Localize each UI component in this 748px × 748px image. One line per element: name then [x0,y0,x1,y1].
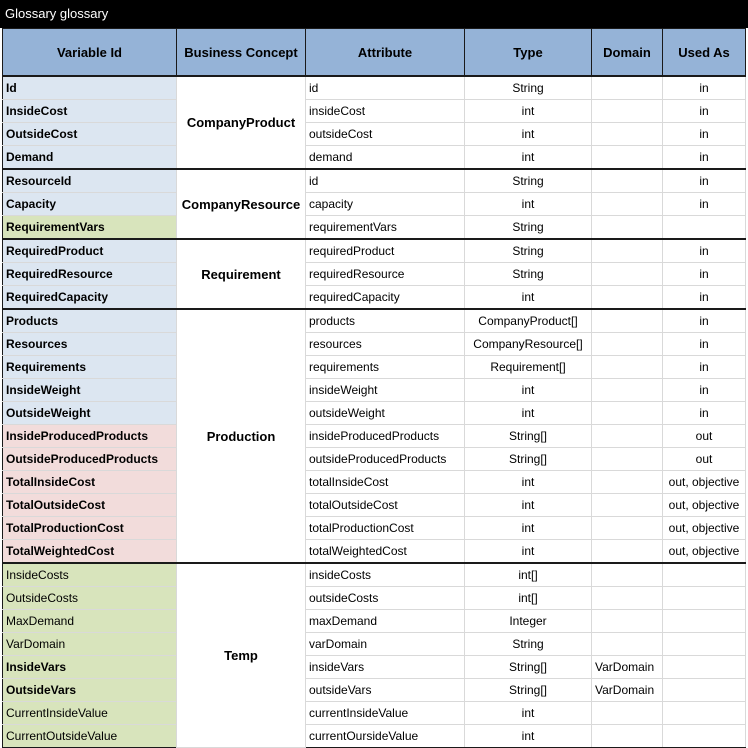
type-cell[interactable]: int [465,100,592,123]
domain-cell[interactable] [592,517,663,540]
table-row [3,587,746,610]
attribute-cell[interactable]: currentOursideValue [306,725,465,748]
table-row [3,263,746,286]
type-cell[interactable]: int [465,146,592,170]
variable-id-cell[interactable]: OutsideVars [3,679,177,702]
column-header-business-concept[interactable]: Business Concept [177,29,306,77]
variable-id-cell[interactable]: OutsideWeight [3,402,177,425]
table-row [3,425,746,448]
used-as-cell[interactable]: in [663,309,746,333]
header-row [3,29,746,77]
used-as-cell[interactable]: in [663,356,746,379]
domain-cell[interactable]: VarDomain [592,679,663,702]
used-as-cell[interactable] [663,563,746,587]
table-row [3,402,746,425]
used-as-cell[interactable]: in [663,239,746,263]
domain-cell[interactable] [592,402,663,425]
type-cell[interactable]: String[] [465,425,592,448]
used-as-cell[interactable]: in [663,379,746,402]
type-cell[interactable]: String[] [465,656,592,679]
domain-cell[interactable] [592,425,663,448]
table-row [3,610,746,633]
type-cell[interactable]: int [465,379,592,402]
variable-id-cell[interactable]: CurrentOutsideValue [3,725,177,748]
domain-cell[interactable] [592,309,663,333]
table-row [3,286,746,310]
type-cell[interactable]: int[] [465,563,592,587]
attribute-cell[interactable]: insideCosts [306,563,465,587]
domain-cell[interactable] [592,146,663,170]
domain-cell[interactable] [592,333,663,356]
table-row [3,123,746,146]
domain-cell[interactable] [592,633,663,656]
table-row [3,216,746,240]
attribute-cell[interactable]: insideProducedProducts [306,425,465,448]
variable-id-cell[interactable]: TotalOutsideCost [3,494,177,517]
type-cell[interactable]: int [465,402,592,425]
attribute-cell[interactable]: outsideCosts [306,587,465,610]
domain-cell[interactable] [592,494,663,517]
domain-cell[interactable] [592,448,663,471]
domain-cell[interactable] [592,725,663,748]
variable-id-cell[interactable]: CurrentInsideValue [3,702,177,725]
column-header-type[interactable]: Type [465,29,592,77]
domain-cell[interactable]: VarDomain [592,656,663,679]
domain-cell[interactable] [592,216,663,240]
table-row [3,448,746,471]
domain-cell[interactable] [592,123,663,146]
attribute-cell[interactable]: totalInsideCost [306,471,465,494]
used-as-cell[interactable]: in [663,193,746,216]
domain-cell[interactable] [592,471,663,494]
type-cell[interactable]: String [465,76,592,100]
domain-cell[interactable] [592,76,663,100]
used-as-cell[interactable] [663,633,746,656]
type-cell[interactable]: String [465,216,592,240]
variable-id-cell[interactable]: TotalWeightedCost [3,540,177,564]
table-row [3,309,746,333]
attribute-cell[interactable]: products [306,309,465,333]
table-row [3,146,746,170]
variable-id-cell[interactable]: OutsideCosts [3,587,177,610]
attribute-cell[interactable]: outsideWeight [306,402,465,425]
table-row [3,379,746,402]
used-as-cell[interactable]: in [663,333,746,356]
attribute-cell[interactable]: outsideVars [306,679,465,702]
domain-cell[interactable] [592,100,663,123]
attribute-cell[interactable]: outsideCost [306,123,465,146]
table-row [3,563,746,587]
business-concept-requirement[interactable]: Requirement [177,239,306,309]
used-as-cell[interactable] [663,656,746,679]
business-concept-production[interactable]: Production [177,309,306,563]
type-cell[interactable]: int [465,193,592,216]
variable-id-cell[interactable]: TotalInsideCost [3,471,177,494]
variable-id-cell[interactable]: RequirementVars [3,216,177,240]
column-header-attribute[interactable]: Attribute [306,29,465,77]
used-as-cell[interactable]: in [663,169,746,193]
attribute-cell[interactable]: requiredCapacity [306,286,465,310]
domain-cell[interactable] [592,169,663,193]
variable-id-cell[interactable]: InsideCost [3,100,177,123]
variable-id-cell[interactable]: Requirements [3,356,177,379]
type-cell[interactable]: CompanyResource[] [465,333,592,356]
used-as-cell[interactable]: in [663,263,746,286]
used-as-cell[interactable]: in [663,76,746,100]
domain-cell[interactable] [592,563,663,587]
used-as-cell[interactable] [663,587,746,610]
variable-id-cell[interactable]: InsideWeight [3,379,177,402]
attribute-cell[interactable]: totalProductionCost [306,517,465,540]
domain-cell[interactable] [592,356,663,379]
attribute-cell[interactable]: resources [306,333,465,356]
table-row [3,193,746,216]
type-cell[interactable]: int[] [465,587,592,610]
business-concept-temp[interactable]: Temp [177,563,306,748]
table-row [3,725,746,748]
type-cell[interactable]: String[] [465,679,592,702]
type-cell[interactable]: String [465,169,592,193]
table-row [3,702,746,725]
used-as-cell[interactable]: in [663,402,746,425]
type-cell[interactable]: String [465,263,592,286]
table-row [3,100,746,123]
attribute-cell[interactable]: id [306,169,465,193]
domain-cell[interactable] [592,286,663,310]
variable-id-cell[interactable]: TotalProductionCost [3,517,177,540]
table-row [3,633,746,656]
used-as-cell[interactable] [663,610,746,633]
used-as-cell[interactable] [663,725,746,748]
variable-id-cell[interactable]: InsideProducedProducts [3,425,177,448]
column-header-domain[interactable]: Domain [592,29,663,77]
type-cell[interactable]: int [465,702,592,725]
attribute-cell[interactable]: insideVars [306,656,465,679]
attribute-cell[interactable]: requiredProduct [306,239,465,263]
attribute-cell[interactable]: capacity [306,193,465,216]
variable-id-cell[interactable]: Demand [3,146,177,170]
variable-id-cell[interactable]: VarDomain [3,633,177,656]
glossary-table [2,28,746,748]
table-row [3,333,746,356]
used-as-cell[interactable] [663,216,746,240]
domain-cell[interactable] [592,587,663,610]
column-header-used-as[interactable]: Used As [663,29,746,77]
type-cell[interactable]: Integer [465,610,592,633]
type-cell[interactable]: String [465,239,592,263]
attribute-cell[interactable]: requirements [306,356,465,379]
table-row [3,239,746,263]
used-as-cell[interactable] [663,702,746,725]
used-as-cell[interactable]: out [663,448,746,471]
attribute-cell[interactable]: outsideProducedProducts [306,448,465,471]
attribute-cell[interactable]: insideWeight [306,379,465,402]
domain-cell[interactable] [592,239,663,263]
used-as-cell[interactable]: out, objective [663,517,746,540]
variable-id-cell[interactable]: Products [3,309,177,333]
attribute-cell[interactable]: maxDemand [306,610,465,633]
attribute-cell[interactable]: requirementVars [306,216,465,240]
used-as-cell[interactable]: out, objective [663,494,746,517]
type-cell[interactable]: int [465,123,592,146]
domain-cell[interactable] [592,379,663,402]
table-row [3,540,746,564]
variable-id-cell[interactable]: Resources [3,333,177,356]
table-row [3,471,746,494]
variable-id-cell[interactable]: RequiredResource [3,263,177,286]
attribute-cell[interactable]: insideCost [306,100,465,123]
variable-id-cell[interactable]: Id [3,76,177,100]
table-row [3,494,746,517]
attribute-cell[interactable]: id [306,76,465,100]
used-as-cell[interactable]: in [663,100,746,123]
domain-cell[interactable] [592,610,663,633]
attribute-cell[interactable]: varDomain [306,633,465,656]
domain-cell[interactable] [592,193,663,216]
variable-id-cell[interactable]: RequiredCapacity [3,286,177,310]
variable-id-cell[interactable]: InsideCosts [3,563,177,587]
used-as-cell[interactable]: out, objective [663,540,746,564]
table-row [3,656,746,679]
type-cell[interactable]: Requirement[] [465,356,592,379]
variable-id-cell[interactable]: RequiredProduct [3,239,177,263]
used-as-cell[interactable]: in [663,146,746,170]
type-cell[interactable]: int [465,725,592,748]
business-concept-company-resource[interactable]: CompanyResource [177,169,306,239]
table-row [3,76,746,100]
table-row [3,356,746,379]
attribute-cell[interactable]: requiredResource [306,263,465,286]
attribute-cell[interactable]: demand [306,146,465,170]
type-cell[interactable]: String [465,633,592,656]
variable-id-cell[interactable]: MaxDemand [3,610,177,633]
column-header-variable-id[interactable]: Variable Id [3,29,177,77]
variable-id-cell[interactable]: Capacity [3,193,177,216]
used-as-cell[interactable]: out, objective [663,471,746,494]
table-row [3,517,746,540]
type-cell[interactable]: int [465,471,592,494]
domain-cell[interactable] [592,540,663,564]
used-as-cell[interactable]: in [663,123,746,146]
type-cell[interactable]: CompanyProduct[] [465,309,592,333]
type-cell[interactable]: int [465,286,592,310]
type-cell[interactable]: String[] [465,448,592,471]
used-as-cell[interactable]: out [663,425,746,448]
table-row [3,169,746,193]
attribute-cell[interactable]: totalWeightedCost [306,540,465,564]
domain-cell[interactable] [592,263,663,286]
used-as-cell[interactable] [663,679,746,702]
variable-id-cell[interactable]: ResourceId [3,169,177,193]
used-as-cell[interactable]: in [663,286,746,310]
type-cell[interactable]: int [465,517,592,540]
attribute-cell[interactable]: currentInsideValue [306,702,465,725]
type-cell[interactable]: int [465,540,592,564]
variable-id-cell[interactable]: OutsideProducedProducts [3,448,177,471]
domain-cell[interactable] [592,702,663,725]
window-title: Glossary glossary [0,0,748,28]
type-cell[interactable]: int [465,494,592,517]
business-concept-company-product[interactable]: CompanyProduct [177,76,306,169]
table-row [3,679,746,702]
attribute-cell[interactable]: totalOutsideCost [306,494,465,517]
variable-id-cell[interactable]: OutsideCost [3,123,177,146]
variable-id-cell[interactable]: InsideVars [3,656,177,679]
glossary-body [3,76,746,748]
